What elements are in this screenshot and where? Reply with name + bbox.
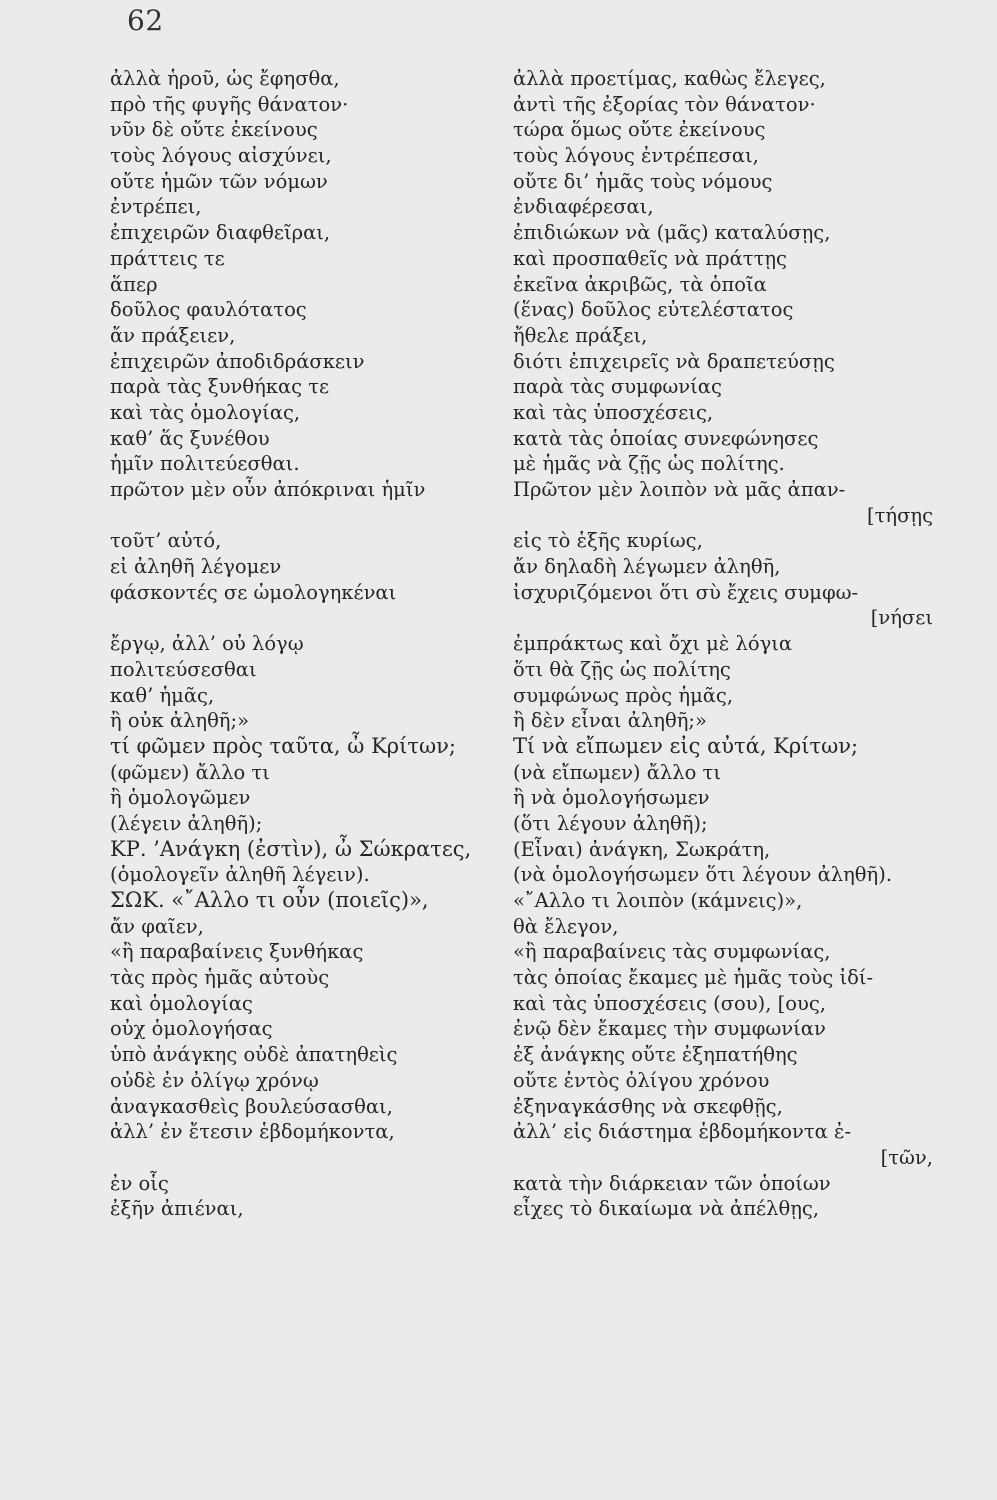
translation-text-line: ἐνῷ δὲν ἔκαμες τὴν συμφωνίαν <box>513 1017 826 1041</box>
translation-text-line: τοὺς λόγους ἐντρέπεσαι, <box>513 144 759 168</box>
translation-text-line: κατὰ τὰς ὁποίας συνεφώνησες <box>513 426 819 450</box>
ancient-text-line: ΚΡ. ’Ανάγκη (ἐστὶν), ὦ Σώκρατες, <box>110 836 472 861</box>
ancient-text-line: ἡμῖν πολιτεύεσθαι. <box>110 452 300 476</box>
ancient-text-line: ὑπὸ ἀνάγκης οὐδὲ ἀπατηθεὶς <box>110 1043 398 1067</box>
translation-text-line: παρὰ τὰς συμφωνίας <box>513 375 722 399</box>
ancient-text-line <box>110 1145 505 1171</box>
ancient-text-line: ἀναγκασθεὶς βουλεύσασθαι, <box>110 1094 393 1118</box>
ancient-text-line: πολιτεύσεσθαι <box>110 657 257 681</box>
ancient-text-line: τὰς πρὸς ἡμᾶς αὐτοὺς <box>110 966 330 990</box>
translation-text-line: [τήσῃς <box>867 503 933 527</box>
ancient-text-line: ἐπιχειρῶν ἀποδιδράσκειν <box>110 349 365 373</box>
translation-text-line: τὰς ὁποίας ἔκαμες μὲ ἡμᾶς τοὺς ἰδί- <box>513 966 874 990</box>
ancient-text-line: πρῶτον μὲν οὖν ἀπόκριναι ἡμῖν <box>110 478 426 501</box>
ancient-text-line: ἐπιχειρῶν διαφθεῖραι, <box>110 221 331 245</box>
ancient-text-line: νῦν δὲ οὔτε ἐκείνους <box>110 118 318 142</box>
ancient-text-line: καὶ ὁμολογίας <box>110 991 253 1015</box>
ancient-text-line: ἅπερ <box>110 272 158 296</box>
translation-text-line: ἀλλὰ προετίμας, καθὼς ἔλεγες, <box>513 67 826 90</box>
ancient-text-line: ἀλλὰ ἡροῦ, ὡς ἔφησθα, <box>110 67 340 90</box>
translation-text-line: καὶ τὰς ὑποσχέσεις (σου), [ους, <box>513 991 826 1015</box>
ancient-text-line <box>110 605 505 631</box>
translation-text-line: (νὰ ὁμολογήσωμεν ὅτι λέγουν ἀληθῆ). <box>513 863 893 887</box>
ancient-text-line: (λέγειν ἀληθῆ); <box>110 811 263 835</box>
ancient-text-line: ἐντρέπει, <box>110 195 202 219</box>
translation-text-line: εἶχες τὸ δικαίωμα νὰ ἀπέλθῃς, <box>513 1197 820 1221</box>
translation-text-line: ἄν δηλαδὴ λέγωμεν ἀληθῆ, <box>513 555 781 579</box>
translation-text-line: «ἢ παραβαίνεις τὰς συμφωνίας, <box>513 940 831 964</box>
translation-text-line: τώρα ὅμως οὔτε ἐκείνους <box>513 118 766 142</box>
ancient-text-line: δοῦλος φαυλότατος <box>110 298 307 322</box>
ancient-text-line: ἐν οἷς <box>110 1171 169 1195</box>
ancient-text-line <box>110 503 505 529</box>
translation-text-line: ἐξ ἀνάγκης οὔτε ἐξηπατήθης <box>513 1043 798 1067</box>
ancient-text-line: καὶ τὰς ὁμολογίας, <box>110 400 301 424</box>
ancient-text-line: «ἢ παραβαίνεις ξυνθήκας <box>110 940 364 964</box>
ancient-text-line: ἢ οὐκ ἀληθῆ;» <box>110 709 249 733</box>
ancient-text-line: ἄν πράξειεν, <box>110 323 236 347</box>
translation-text-line: οὔτε ἐντὸς ὀλίγου χρόνου <box>513 1068 770 1092</box>
modern-greek-translation-column <box>513 66 933 1222</box>
ancient-text-line: καθ’ ἡμᾶς, <box>110 683 215 707</box>
ancient-text-line: τοὺς λόγους αἰσχύνει, <box>110 144 332 168</box>
ancient-greek-column <box>110 66 505 1222</box>
translation-text-line: ἐκεῖνα ἀκριβῶς, τὰ ὁποῖα <box>513 272 767 296</box>
ancient-text-line: ἐξῆν ἀπιέναι, <box>110 1197 244 1221</box>
translation-text-line: Πρῶτον μὲν λοιπὸν νὰ μᾶς ἀπαν- <box>513 478 846 501</box>
translation-text-line: θὰ ἔλεγον, <box>513 914 619 938</box>
translation-text-line: (ἕνας) δοῦλος εὐτελέστατος <box>513 298 794 322</box>
translation-text-line: συμφώνως πρὸς ἡμᾶς, <box>513 683 734 707</box>
translation-text-line: μὲ ἡμᾶς νὰ ζῇς ὡς πολίτης. <box>513 452 785 476</box>
translation-text-line: ἐνδιαφέρεσαι, <box>513 195 654 219</box>
translation-text-line: [νήσει <box>870 606 933 630</box>
ancient-text-line: φάσκοντές σε ὡμολογηκέναι <box>110 580 397 604</box>
ancient-text-line: καθ’ ἅς ξυνέθου <box>110 426 270 450</box>
translation-text-line: [τῶν, <box>880 1145 933 1169</box>
translation-text-line: «῎Αλλο τι λοιπὸν (κάμνεις)», <box>513 889 803 912</box>
translation-text-line: ἐξηναγκάσθης νὰ σκεφθῇς, <box>513 1094 783 1118</box>
ancient-text-line: πρὸ τῆς φυγῆς θάνατον· <box>110 92 349 116</box>
translation-text-line: ἐπιδιώκων νὰ (μᾶς) καταλύσῃς, <box>513 221 831 245</box>
translation-text-line: κατὰ τὴν διάρκειαν τῶν ὁποίων <box>513 1171 831 1195</box>
translation-text-line: διότι ἐπιχειρεῖς νὰ δραπετεύσῃς <box>513 349 835 373</box>
translation-text-line: ὅτι θὰ ζῇς ὡς πολίτης <box>513 657 731 681</box>
translation-text-line: εἰς τὸ ἑξῆς κυρίως, <box>513 529 703 553</box>
translation-text-line: ἀλλ’ εἰς διάστημα ἑβδομήκοντα ἐ- <box>513 1120 852 1144</box>
translation-text-line: καὶ τὰς ὑποσχέσεις, <box>513 400 714 424</box>
ancient-text-line: οὔτε ἡμῶν τῶν νόμων <box>110 169 328 193</box>
translation-text-line: ἢ νὰ ὁμολογήσωμεν <box>513 786 710 810</box>
translation-text-line: οὔτε δι’ ἡμᾶς τοὺς νόμους <box>513 169 773 193</box>
translation-text-line: ἐμπράκτως καὶ ὄχι μὲ λόγια <box>513 632 793 656</box>
ancient-text-line: πράττεις τε <box>110 246 225 270</box>
page-number: 62 <box>127 4 164 37</box>
ancient-text-line: ἀλλ’ ἐν ἔτεσιν ἑβδομήκοντα, <box>110 1120 395 1144</box>
translation-text-line: ἰσχυριζόμενοι ὅτι σὺ ἔχεις συμφω- <box>513 580 859 604</box>
ancient-text-line: ΣΩΚ. «῎Αλλο τι οὖν (ποιεῖς)», <box>110 888 429 912</box>
ancient-text-line: (ὁμολογεῖν ἀληθῆ λέγειν). <box>110 863 370 887</box>
translation-text-line: (ὅτι λέγουν ἀληθῆ); <box>513 811 708 835</box>
ancient-text-line: ἄν φαῖεν, <box>110 914 204 938</box>
translation-text-line: (νὰ εἴπωμεν) ἄλλο τι <box>513 760 721 784</box>
ancient-text-line: ἔργῳ, ἀλλ’ οὐ λόγῳ <box>110 632 304 656</box>
ancient-text-line: τοῦτ’ αὐτό, <box>110 529 222 553</box>
translation-text-line: ἤθελε πράξει, <box>513 323 648 347</box>
translation-text-line: ἀντὶ τῆς ἐξορίας τὸν θάνατον· <box>513 92 816 116</box>
ancient-text-line: οὐχ ὁμολογήσας <box>110 1017 273 1041</box>
ancient-text-line: (φῶμεν) ἄλλο τι <box>110 760 270 784</box>
ancient-text-line: εἰ ἀληθῆ λέγομεν <box>110 555 282 579</box>
translation-text-line: (Εἶναι) ἀνάγκη, Σωκράτη, <box>513 837 771 861</box>
ancient-text-line: παρὰ τὰς ξυνθήκας τε <box>110 375 330 399</box>
ancient-text-line: ἢ ὁμολογῶμεν <box>110 786 251 810</box>
ancient-text-line: τί φῶμεν πρὸς ταῦτα, ὦ Κρίτων; <box>110 733 456 758</box>
translation-text-line: Τί νὰ εἴπωμεν εἰς αὐτά, Κρίτων; <box>513 733 859 758</box>
ancient-text-line: οὐδὲ ἐν ὀλίγῳ χρόνῳ <box>110 1068 319 1092</box>
translation-text-line: ἢ δὲν εἶναι ἀληθῆ;» <box>513 709 707 733</box>
translation-text-line: καὶ προσπαθεῖς νὰ πράττῃς <box>513 246 787 270</box>
